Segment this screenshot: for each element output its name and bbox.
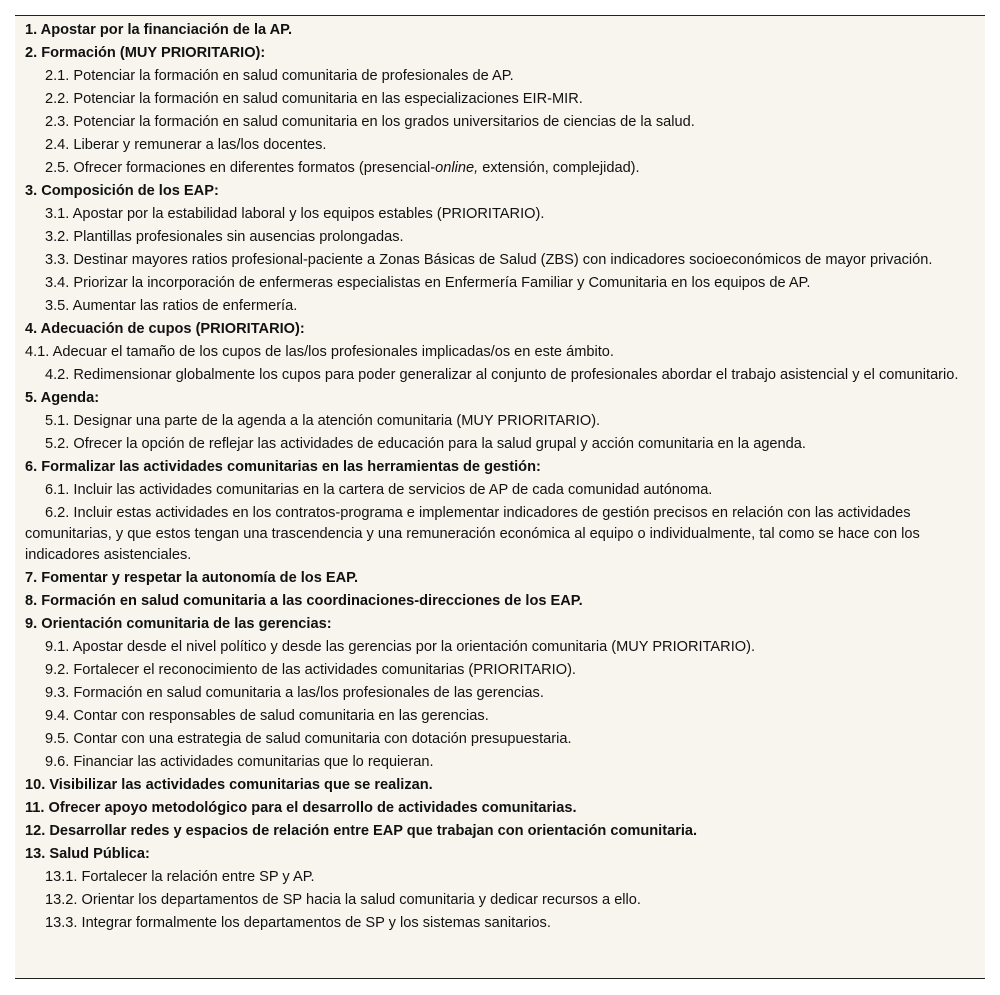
section-heading: 11. Ofrecer apoyo metodológico para el desarrollo de actividades comunitarias. bbox=[25, 800, 577, 816]
section-heading: 1. Apostar por la financiación de la AP. bbox=[25, 22, 293, 38]
sub-item: 3.2. Plantillas profesionales sin ausencias prolongadas. bbox=[45, 229, 404, 245]
section-heading: 9. Orientación comunitaria de las gerencias: bbox=[25, 616, 332, 632]
sub-item: 4.2. Redimensionar globalmente los cupos para poder generalizar al conjunto de profesionales abordar el trabajo asistencial y el comunitario. bbox=[45, 367, 959, 383]
sub-item: 5.1. Designar una parte de la agenda a la atención comunitaria (MUY PRIORITARIO). bbox=[45, 413, 601, 429]
section-heading: 10. Visibilizar las actividades comunitarias que se realizan. bbox=[25, 777, 433, 793]
sub-item: 9.1. Apostar desde el nivel político y desde las gerencias por la orientación comunitaria (MUY PRIORITARIO). bbox=[45, 639, 756, 655]
sub-item: 9.2. Fortalecer el reconocimiento de las actividades comunitarias (PRIORITARIO). bbox=[45, 662, 576, 678]
sub-item-text: 2.5. Ofrecer formaciones en diferentes formatos (presencial- bbox=[45, 160, 436, 176]
recommendations-box bbox=[15, 15, 985, 979]
sub-item: 9.4. Contar con responsables de salud comunitaria en las gerencias. bbox=[45, 708, 489, 724]
section-heading: 2. Formación (MUY PRIORITARIO): bbox=[25, 45, 266, 61]
sub-item: 2.3. Potenciar la formación en salud comunitaria en los grados universitarios de ciencias de la salud. bbox=[45, 114, 695, 130]
section-heading: 13. Salud Pública: bbox=[25, 846, 150, 862]
sub-item: 2.1. Potenciar la formación en salud comunitaria de profesionales de AP. bbox=[45, 68, 514, 84]
sub-item: 5.2. Ofrecer la opción de reflejar las actividades de educación para la salud grupal y acción comunitaria en la agenda. bbox=[45, 436, 806, 452]
section-heading: 3. Composición de los EAP: bbox=[25, 183, 219, 199]
section-heading: 5. Agenda: bbox=[25, 390, 100, 406]
sub-item: 3.4. Priorizar la incorporación de enfermeras especialistas en Enfermería Familiar y Comunitaria en los equipos de AP. bbox=[45, 275, 811, 291]
sub-item: 13.3. Integrar formalmente los departamentos de SP y los sistemas sanitarios. bbox=[45, 915, 551, 931]
section-heading: 12. Desarrollar redes y espacios de relación entre EAP que trabajan con orientación comunitaria. bbox=[25, 823, 698, 839]
sub-item: 6.2. Incluir estas actividades en los contratos-programa e implementar indicadores de gestión precisos en relación con las actividades comunitarias, y que estos tengan una trascendencia y una remuneración económica al equipo o individualmente, tal como se hace con los indicadores asistenciales. bbox=[25, 505, 920, 563]
sub-item: 3.3. Destinar mayores ratios profesional-paciente a Zonas Básicas de Salud (ZBS) con indicadores socioeconómicos de mayor privación. bbox=[45, 252, 933, 268]
sub-item: 13.1. Fortalecer la relación entre SP y AP. bbox=[45, 869, 315, 885]
sub-item: 3.5. Aumentar las ratios de enfermería. bbox=[45, 298, 298, 314]
sub-item: 13.2. Orientar los departamentos de SP hacia la salud comunitaria y dedicar recursos a ello. bbox=[45, 892, 641, 908]
section-heading: 4. Adecuación de cupos (PRIORITARIO): bbox=[25, 321, 305, 337]
sub-item bbox=[25, 157, 975, 180]
sub-item: 3.1. Apostar por la estabilidad laboral y los equipos estables (PRIORITARIO). bbox=[45, 206, 545, 222]
sub-item-emphasis: online, bbox=[435, 160, 479, 176]
sub-item-text: extensión, complejidad). bbox=[478, 160, 640, 176]
sub-item: 9.3. Formación en salud comunitaria a las/los profesionales de las gerencias. bbox=[45, 685, 544, 701]
section-heading: 8. Formación en salud comunitaria a las coordinaciones-direcciones de los EAP. bbox=[25, 593, 583, 609]
sub-item: 6.1. Incluir las actividades comunitarias en la cartera de servicios de AP de cada comunidad autónoma. bbox=[45, 482, 713, 498]
sub-item: 9.6. Financiar las actividades comunitarias que lo requieran. bbox=[45, 754, 434, 770]
section-heading: 6. Formalizar las actividades comunitarias en las herramientas de gestión: bbox=[25, 459, 541, 475]
sub-item: 2.2. Potenciar la formación en salud comunitaria en las especializaciones EIR-MIR. bbox=[45, 91, 583, 107]
section-heading: 7. Fomentar y respetar la autonomía de los EAP. bbox=[25, 570, 359, 586]
sub-item: 2.4. Liberar y remunerar a las/los docentes. bbox=[45, 137, 327, 153]
sub-item: 4.1. Adecuar el tamaño de los cupos de las/los profesionales implicadas/os en este ámbito. bbox=[25, 344, 614, 360]
sub-item: 9.5. Contar con una estrategia de salud comunitaria con dotación presupuestaria. bbox=[45, 731, 572, 747]
